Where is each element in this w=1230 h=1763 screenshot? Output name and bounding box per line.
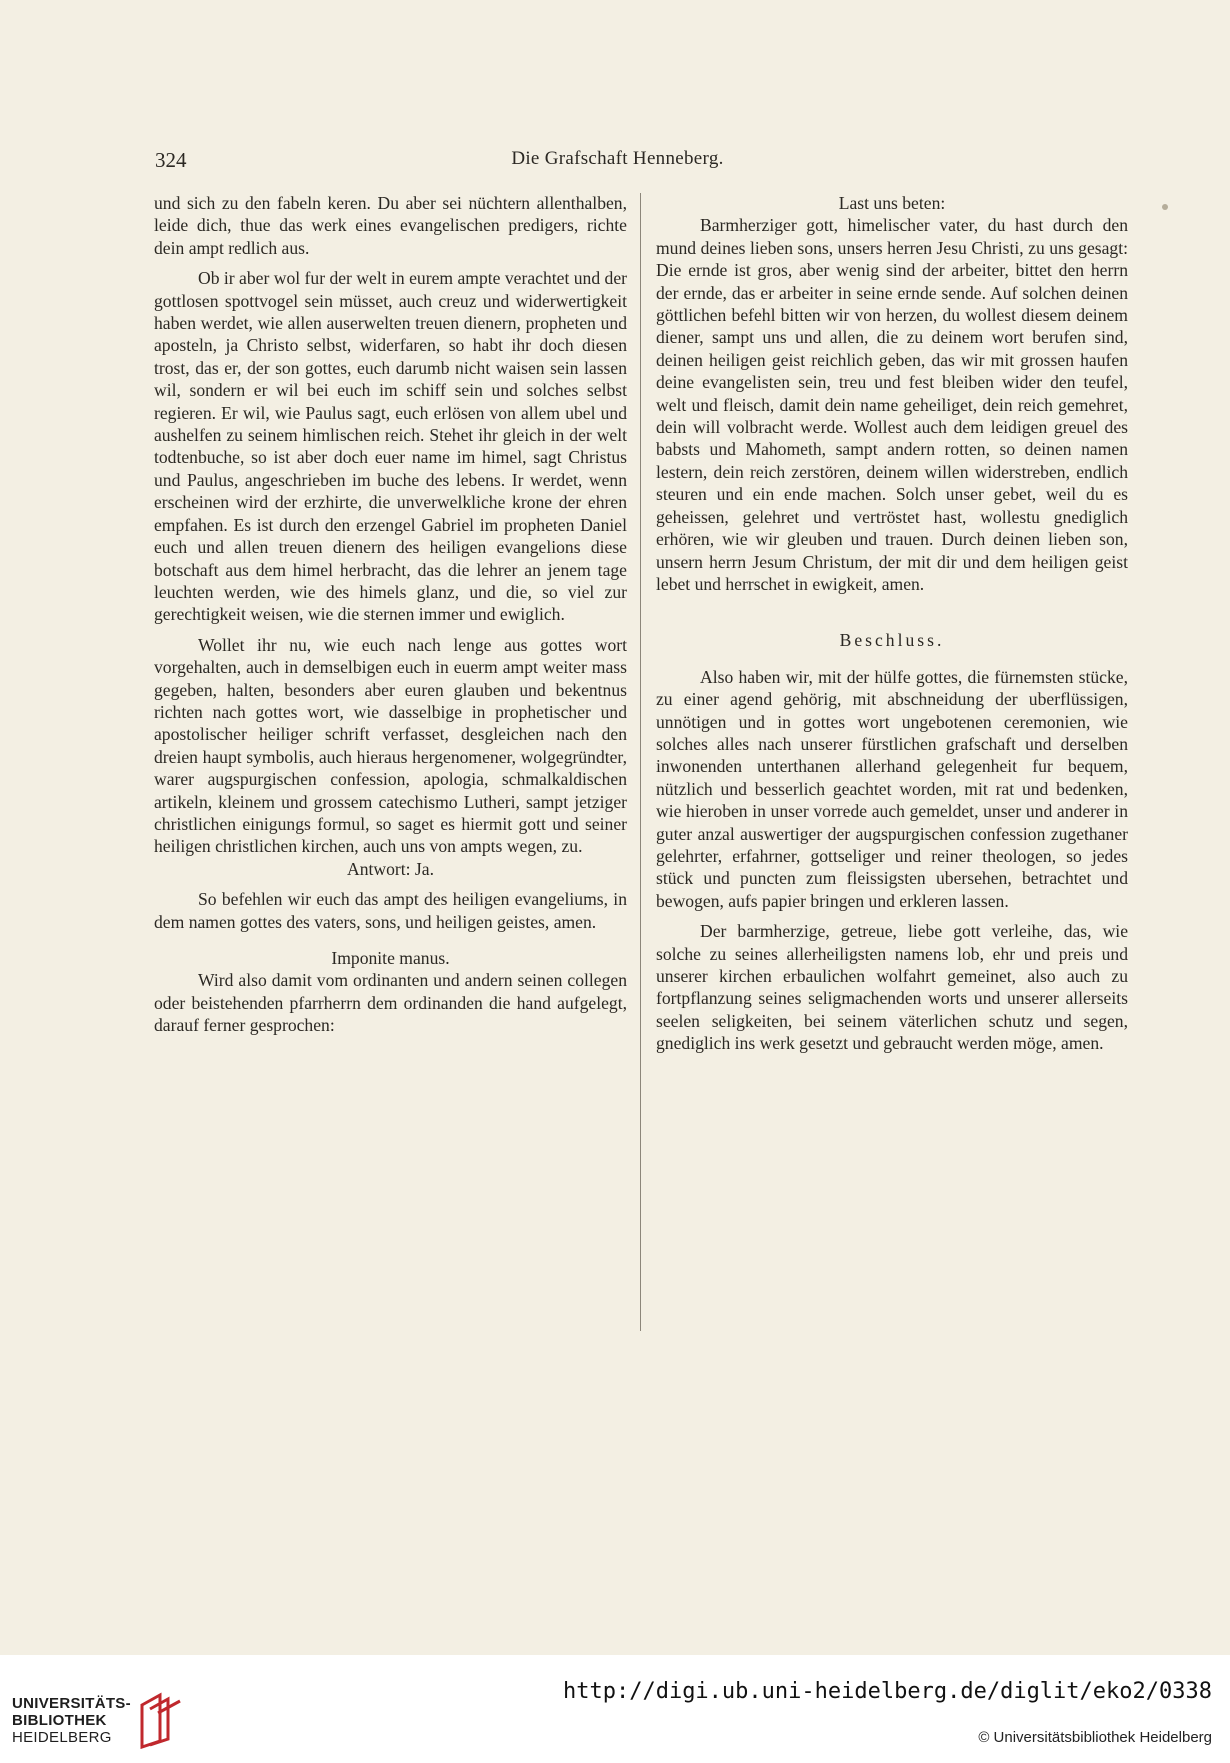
logo-text-line: BIBLIOTHEK xyxy=(12,1712,107,1729)
library-logo[interactable] xyxy=(12,1691,212,1749)
footer-bar xyxy=(0,1655,1230,1763)
section-heading: Imponite manus. xyxy=(331,948,450,968)
paragraph: Wollet ihr nu, wie euch nach lenge aus gottes wort vorgehalten, auch in demselbigen euch in euerm ampt weiter mass gegeben, halten, besonders aber euren glauben und bekentnus richten nach gottes wort, wie dasselbige in prophetischer und apostolischer heiliger schrift verfasset, desgleichen nach den dreien haupt symbolis, auch hieraus hergenomener, wolgegründter, warer augspurgischen confession, apologia, schmalkaldischen artikeln, kleinem und grossem catechismo Lutheri, sampt jetziger christlichen einigungs formul, so saget es hiermit gott und seiner heiligen christlichen kirchen, auch uns von ampts wegen, zu. xyxy=(154,634,627,857)
paragraph: Ob ir aber wol fur der welt in eurem ampte verachtet und der gottlosen spottvogel sein müsset, auch creuz und widerwertigkeit haben werdet, wie allen auserwelten treuen dienern, propheten und aposteln, ja Christo selbst, widerfaren, so habt ihr doch diesen trost, das er, der son gottes, euch darumb nicht waisen sein lassen wil, sondern er wil bei euch im schiff sein und solches selbst regieren. Er wil, wie Paulus sagt, euch erlösen von allem ubel und aushelfen zu seinem himlischen reich. Stehet ihr gleich in der welt todtenbuche, so ist aber doch euer name im himel, sagt Christus und Paulus, angeschrieben im buche des lebens. Ir werdet, wenn erscheinen wird der erzhirte, die unverwelkliche krone der ehren empfahen. Es ist durch den erzengel Gabriel im propheten Daniel euch und allen treuen dienern des heiligen evangelions diese botschaft aus dem himel herbracht, das die lehrer an jenem tage leuchten werden, wie des himels glanz, und die, so viel zur gerechtigkeit weisen, wie die sternen immer und ewiglich. xyxy=(154,268,627,625)
running-title: Die Grafschaft Henneberg. xyxy=(511,148,724,169)
paragraph: und sich zu den fabeln keren. Du aber sei nüchtern allenthalben, leide dich, thue das werk eines evangelischen predigers, richte dein ampt redlich aus. xyxy=(154,193,627,258)
section-heading: Antwort: Ja. xyxy=(347,858,434,879)
copyright-notice: © Universitätsbibliothek Heidelberg xyxy=(978,1729,1212,1746)
section-heading: Beschluss. xyxy=(839,630,945,651)
left-column xyxy=(154,192,627,1037)
scan-speck xyxy=(1162,204,1168,210)
paragraph: Wird also damit vom ordinanten und andern seinen collegen oder beistehenden pfarrherrn dem ordinanden die hand aufgelegt, darauf ferner gesprochen: xyxy=(154,970,627,1036)
paragraph: Also haben wir, mit der hülfe gottes, die fürnemsten stücke, zu einer agend gehörig, mit abschneidung der uberflüssigen, unnötigen und in gottes wort ungebotenen ceremonien, wie solches alles nach unserer fürstlichen grafschaft und derselben inwonenden unterthanen allerhand gelegenheit fur bequem, nützlich und besserlich geachtet worden, mit rat und bedenken, wie hieroben in unser vorrede auch gemeldet, unser und anderer in guter anzal auswertiger der augspurgischen confession zugethaner gelehrter, erfahrner, gottseliger und reiner theologen, so jedes stück und puncten zum fleissigsten ubersehen, betrachtet und bewogen, aufs papier bringen und erkleren lassen. xyxy=(656,666,1128,911)
library-logo-icon xyxy=(136,1691,186,1749)
permalink-url[interactable]: http://digi.ub.uni-heidelberg.de/diglit/eko2/0338 xyxy=(562,1679,1212,1704)
page-number: 324 xyxy=(155,148,187,172)
running-head xyxy=(155,148,1080,176)
paragraph: So befehlen wir euch das ampt des heiligen evangeliums, in dem namen gottes des vaters, sons, und heiligen geistes, amen. xyxy=(154,889,627,932)
section-heading: Last uns beten: xyxy=(838,193,946,213)
logo-text-line: HEIDELBERG xyxy=(12,1729,112,1746)
logo-text-line: UNIVERSITÄTS- xyxy=(12,1695,131,1712)
right-column xyxy=(656,192,1128,1055)
paragraph: Der barmherzige, getreue, liebe gott verleihe, das, wie solche zu seines allerheiligsten namens lob, ehr und preis und unserer kirchen erbaulichen wolfahrt gemeinet, also auch zu fortpflanzung seines seligmachenden worts und unserer allerseits seelen seligkeiten, bei seinem väterlichen schutz und segen, gnediglich ins werk gesetzt und gebraucht werden möge, amen. xyxy=(656,921,1128,1054)
column-divider xyxy=(640,193,641,1331)
paragraph: Barmherziger gott, himelischer vater, du hast durch den mund deines lieben sons, unsers herren Jesu Christi, zu uns gesagt: Die ernde ist gros, aber wenig sind der arbeiter, bittet den herrn der ernde, das er arbeiter in seine ernde sende. Auf solchen deinen göttlichen befehl bitten wir von herzen, du wollest diesem deinem diener, sampt uns und allen, die zu deinem wort berufen sind, deinen heiligen geist reichlich geben, das wir mit grossen haufen deine evangelisten sein, treu und fest bleiben wider den teufel, welt und fleisch, damit dein name geheiliget, dein reich gemehret, dein will volbracht werde. Wollest auch dem leidigen greuel des babsts und Mahometh, sampt andern rotten, so deinen namen lestern, dein reich zerstören, deinem willen widerstreben, endlich steuren und ein ende machen. Solch unser gebet, weil du es geheissen, gelehret und vertröstet hast, wollestu gnediglich erhören, wie wir gleuben und trauen. Durch deinen lieben son, unsern herrn Jesum Christum, der mit dir und dem heiligen geist lebet und herrschet in ewigkeit, amen. xyxy=(656,215,1128,594)
